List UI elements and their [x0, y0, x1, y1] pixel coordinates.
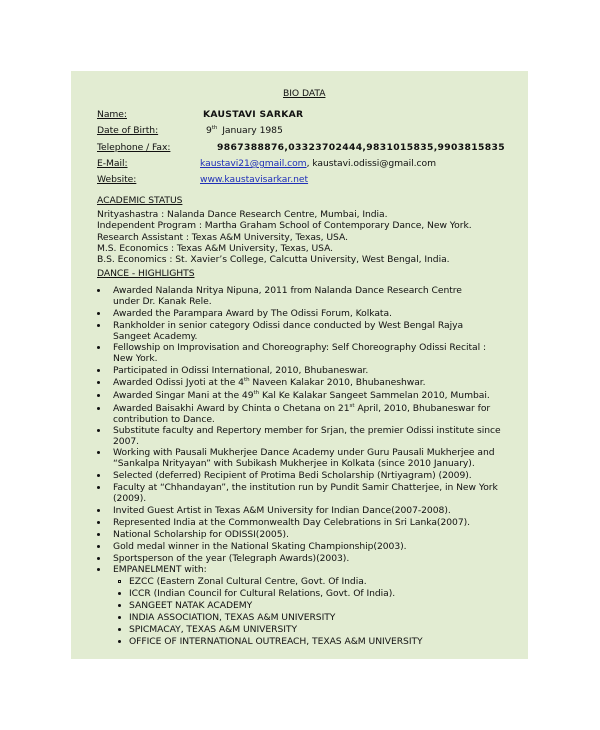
ordinal: th [253, 390, 260, 396]
highlight-text: Awarded Odissi Jyoti at the 4 [113, 377, 244, 388]
highlight-text: Kal Ke Kalakar Sangeet Sammelan 2010, Mumbai. [259, 390, 490, 401]
website-label: Website: [97, 174, 137, 185]
highlight-line: Gold medal winner in the National Skating Championship(2003). [113, 541, 407, 552]
academic-line: Nrityashastra : Nalanda Dance Research Centre, Mumbai, India. [97, 209, 388, 220]
ordinal: st [349, 403, 355, 409]
empanelment-item: EZCC (Eastern Zonal Cultural Centre, Govt. Of India. [129, 576, 367, 587]
highlight-line: Substitute faculty and Repertory member for Srjan, the premier Odissi institute since [113, 425, 501, 436]
email-label: E-Mail: [97, 158, 128, 169]
empanelment-item: INDIA ASSOCIATION, TEXAS A&M UNIVERSITY [129, 612, 336, 623]
highlight-line: Awarded Nalanda Nritya Nipuna, 2011 from Nalanda Dance Research Centre [113, 285, 462, 296]
phone-value: 9867388876,03323702444,9831015835,9903815835 [217, 142, 505, 153]
sub-bullet [118, 580, 121, 583]
dob-month-year: January 1985 [222, 125, 283, 136]
highlight-text: Naveen Kalakar 2010, Bhubaneshwar. [249, 377, 426, 388]
empanelment-item: SPICMACAY, TEXAS A&M UNIVERSITY [129, 624, 298, 635]
highlight-line: Rankholder in senior category Odissi dance conducted by West Bengal Rajya [113, 320, 464, 331]
empanelment-item: OFFICE OF INTERNATIONAL OUTREACH, TEXAS A&M UNIVERSITY [129, 636, 423, 647]
highlight-line: under Dr. Kanak Rele. [113, 296, 212, 307]
website-link[interactable]: www.kaustavisarkar.net [200, 174, 309, 185]
highlight-line: contribution to Dance. [113, 414, 215, 425]
highlight-line: New York. [113, 353, 158, 364]
academic-line: M.S. Economics : Texas A&M University, Texas, USA. [97, 243, 334, 254]
highlight-text: Awarded Singar Mani at the 49 [113, 390, 254, 401]
academic-line: Independent Program : Martha Graham School of Contemporary Dance, New York. [97, 220, 472, 231]
highlight-line: Sangeet Academy. [113, 331, 198, 342]
highlight-line: National Scholarship for ODISSI(2005). [113, 529, 289, 540]
highlight-line: Sportsperson of the year (Telegraph Awards)(2003). [113, 553, 350, 564]
highlight-line: Faculty at “Chhandayan”, the institution run by Pundit Samir Chatterjee, in New York [113, 482, 498, 493]
empanelment-item: SANGEET NATAK ACADEMY [129, 600, 253, 611]
highlight-line [113, 390, 490, 401]
highlight-line: Represented India at the Commonwealth Day Celebrations in Sri Lanka(2007). [113, 517, 471, 528]
highlight-line: Selected (deferred) Recipient of Protima Bedi Scholarship (Nrtiyagram) (2009). [113, 470, 472, 481]
academic-line: Research Assistant : Texas A&M University, Texas, USA. [97, 232, 348, 243]
phone-label: Telephone / Fax: [97, 142, 171, 153]
email-link[interactable]: kaustavi21@gmail.com [200, 158, 307, 169]
highlight-text: April, 2010, Bhubaneswar for [354, 403, 491, 414]
highlight-line: EMPANELMENT with: [113, 564, 207, 575]
dob-day: 9 [206, 125, 212, 136]
highlight-text: Awarded Baisakhi Award by Chinta o Chetana on 21 [113, 403, 350, 414]
name-value: KAUSTAVI SARKAR [203, 109, 304, 120]
dob-value [206, 125, 283, 136]
highlight-line: Participated in Odissi International, 2010, Bhubaneswar. [113, 365, 369, 376]
academic-line: B.S. Economics : St. Xavier’s College, Calcutta University, West Bengal, India. [97, 254, 450, 265]
highlight-line: Fellowship on Improvisation and Choreography: Self Choreography Odissi Recital : [113, 342, 486, 353]
highlight-line: “Sankalpa Nrityayan” with Subikash Mukherjee in Kolkata (since 2010 January). [113, 458, 475, 469]
ordinal: th [243, 377, 250, 383]
email-secondary: , kaustavi.odissi@gmail.com [306, 158, 436, 169]
dob-ordinal: th [211, 125, 218, 131]
highlight-line [113, 403, 490, 414]
dance-heading: DANCE - HIGHLIGHTS [97, 268, 195, 279]
highlight-line: Invited Guest Artist in Texas A&M University for Indian Dance(2007-2008). [113, 505, 451, 516]
dob-label: Date of Birth: [97, 125, 159, 136]
name-label: Name: [97, 109, 127, 120]
highlight-line: (2009). [113, 493, 147, 504]
highlight-line: 2007. [113, 436, 140, 447]
academic-heading: ACADEMIC STATUS [97, 195, 183, 206]
highlight-line: Working with Pausali Mukherjee Dance Academy under Guru Pausali Mukherjee and [113, 447, 495, 458]
empanelment-item: ICCR (Indian Council for Cultural Relations, Govt. Of India). [129, 588, 396, 599]
highlight-line: Awarded the Parampara Award by The Odissi Forum, Kolkata. [113, 308, 392, 319]
highlight-line [113, 377, 426, 388]
email-value [200, 158, 436, 169]
document-title: BIO DATA [283, 88, 326, 99]
